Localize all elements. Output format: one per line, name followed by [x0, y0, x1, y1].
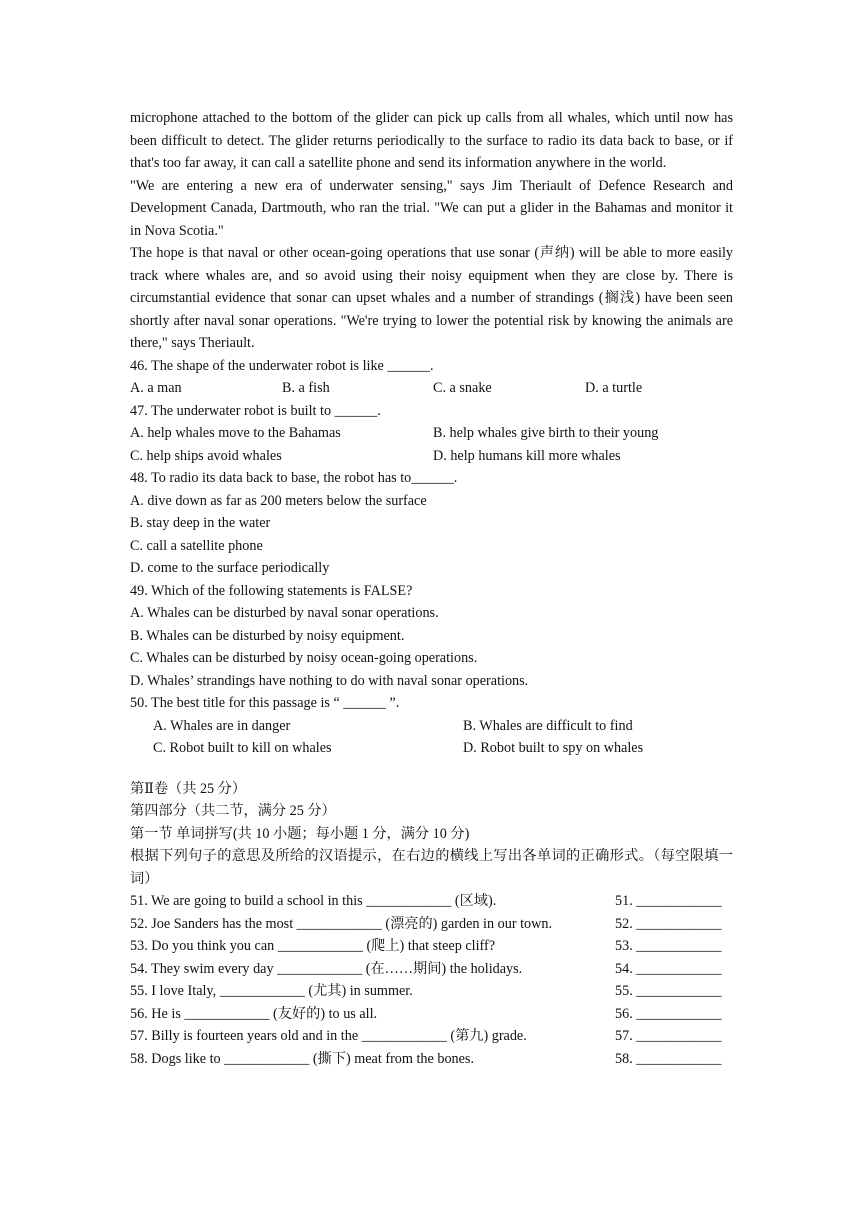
- reading-passage: [130, 107, 733, 355]
- option-a: A. Whales can be disturbed by naval sonar operations.: [130, 605, 439, 621]
- option-c: C. a snake: [433, 380, 492, 396]
- answer-blank[interactable]: 53. ____________: [615, 938, 722, 954]
- instruction-text: [130, 845, 733, 890]
- subsection-heading: 第一节 单词拼写(共 10 小题；每小题 1 分，满分 10 分): [130, 825, 470, 842]
- option-a: A. help whales move to the Bahamas: [130, 425, 341, 441]
- fill-question: 56. He is ____________ (友好的) to us all.: [130, 1005, 378, 1022]
- answer-blank[interactable]: 54. ____________: [615, 960, 722, 977]
- option-d: D. Whales’ strandings have nothing to do with naval sonar operations.: [130, 672, 529, 689]
- option-d: D. help humans kill more whales: [433, 447, 621, 464]
- passage-paragraph: The hope is that naval or other ocean-going operations that use sonar (声纳) will be able to more easily track where whales are, and so avoid using their noisy equipment when they are close by. There is circumstantial evidence that sonar can upset whales and a number of strandings (搁浅) have been seen shortly after naval sonar operations. "We're trying to lower the potential risk by knowing the animals are there," says Theriault.: [130, 245, 733, 351]
- passage-paragraph: "We are entering a new era of underwater sensing," says Jim Theriault of Defence Research and Development Canada, Dartmouth, who ran the trial. "We can put a glider in the Bahamas and monitor it in Nova Scotia.": [130, 177, 733, 239]
- option-d: D. come to the surface periodically: [130, 560, 330, 576]
- option-c: C. Whales can be disturbed by noisy ocean-going operations.: [130, 650, 478, 666]
- option-c: C. Robot built to kill on whales: [153, 740, 332, 756]
- answer-blank[interactable]: 55. ____________: [615, 983, 722, 999]
- fill-question: 55. I love Italy, ____________ (尤其) in summer.: [130, 983, 413, 999]
- fill-row-57: [130, 1025, 733, 1048]
- question-47-stem: 47. The underwater robot is built to ______.: [130, 402, 381, 419]
- fill-row-56: [130, 1003, 733, 1026]
- answer-blank[interactable]: 51. ____________: [615, 893, 722, 909]
- fill-row-52: [130, 913, 733, 936]
- question-47-options-row1: [130, 422, 733, 445]
- instruction-paragraph: 根据下列句子的意思及所给的汉语提示，在右边的横线上写出各单词的正确形式。（每空限填一词）: [130, 848, 733, 887]
- question-50-stem: 50. The best title for this passage is “ ______ ”.: [130, 695, 400, 711]
- answer-blank[interactable]: 58. ____________: [615, 1050, 722, 1067]
- fill-question: 53. Do you think you can ____________ (爬上) that steep cliff?: [130, 938, 496, 954]
- fill-question: 52. Joe Sanders has the most ____________ (漂亮的) garden in our town.: [130, 915, 553, 932]
- option-a: A. dive down as far as 200 meters below the surface: [130, 492, 427, 509]
- question-46-options: [130, 377, 733, 400]
- question-49-stem: 49. Which of the following statements is FALSE?: [130, 582, 413, 599]
- option-a: A. Whales are in danger: [153, 717, 291, 734]
- answer-blank[interactable]: 57. ____________: [615, 1028, 722, 1044]
- fill-question: 58. Dogs like to ____________ (撕下) meat from the bones.: [130, 1050, 474, 1067]
- option-a: A. a man: [130, 380, 182, 396]
- fill-row-58: [130, 1048, 733, 1071]
- question-46-stem: 46. The shape of the underwater robot is like ______.: [130, 357, 434, 374]
- answer-blank[interactable]: 52. ____________: [615, 915, 722, 932]
- option-b: B. a fish: [282, 380, 330, 396]
- fill-row-53: [130, 935, 733, 958]
- fill-question: 57. Billy is fourteen years old and in the ____________ (第九) grade.: [130, 1028, 527, 1044]
- passage-paragraph: microphone attached to the bottom of the glider can pick up calls from all whales, which until now has been difficult to detect. The glider returns periodically to the surface to radio its data back to base, or if that's too far away, it can call a satellite phone and send its information anywhere in the world.: [130, 110, 733, 171]
- fill-row-55: [130, 980, 733, 1003]
- question-47-options-row2: [130, 445, 733, 468]
- spacer: [130, 760, 733, 778]
- exam-page: [130, 107, 733, 1070]
- part-heading: 第四部分（共二节，满分 25 分）: [130, 803, 336, 819]
- answer-blank[interactable]: 56. ____________: [615, 1005, 722, 1022]
- fill-row-51: [130, 890, 733, 913]
- fill-question: 54. They swim every day ____________ (在……期间) the holidays.: [130, 960, 523, 977]
- option-c: C. help ships avoid whales: [130, 447, 282, 464]
- option-d: D. a turtle: [585, 380, 643, 396]
- option-b: B. help whales give birth to their young: [433, 425, 659, 441]
- fill-row-54: [130, 958, 733, 981]
- question-50-options-row1: [130, 715, 733, 738]
- question-50-options-row2: [130, 737, 733, 760]
- option-c: C. call a satellite phone: [130, 537, 263, 554]
- fill-question: 51. We are going to build a school in this ____________ (区域).: [130, 893, 497, 909]
- option-b: B. Whales are difficult to find: [463, 717, 633, 734]
- volume-heading: 第Ⅱ卷（共 25 分）: [130, 780, 247, 797]
- option-b: B. stay deep in the water: [130, 515, 271, 531]
- option-b: B. Whales can be disturbed by noisy equipment.: [130, 627, 405, 644]
- option-d: D. Robot built to spy on whales: [463, 740, 644, 756]
- question-48-stem: 48. To radio its data back to base, the robot has to______.: [130, 470, 458, 486]
